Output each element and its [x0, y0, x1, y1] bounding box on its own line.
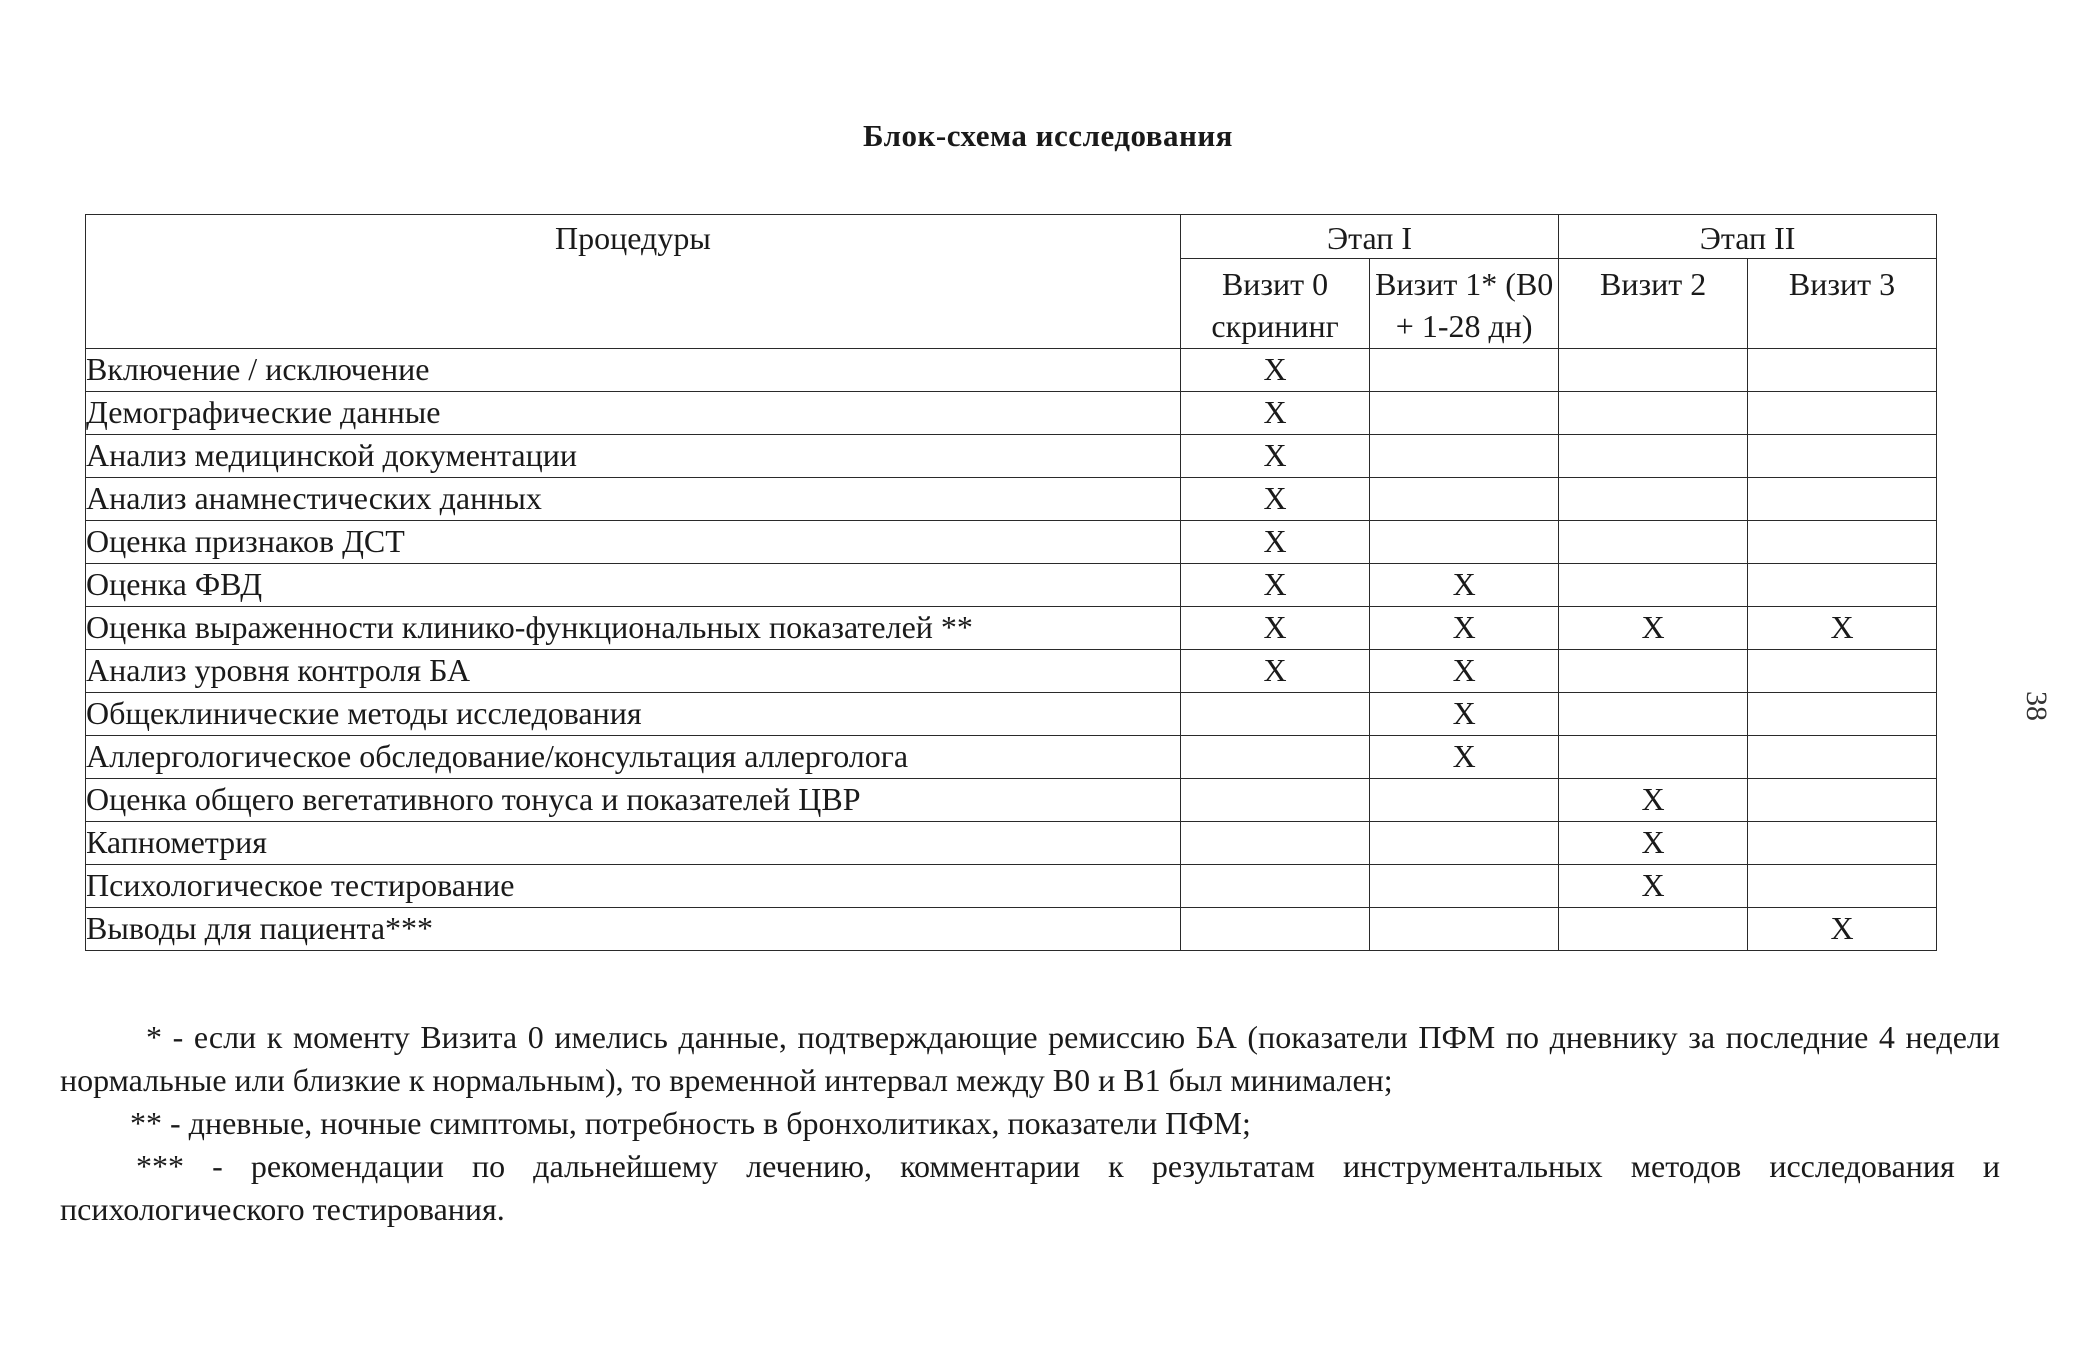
- visit-0-mark: X: [1180, 391, 1369, 434]
- visit-1-mark: [1370, 778, 1559, 821]
- table-row: [86, 649, 1937, 692]
- footnote-2: ** - дневные, ночные симптомы, потребность в бронхолитиках, показатели ПФМ;: [130, 1105, 1251, 1141]
- visit-0-mark: [1180, 778, 1369, 821]
- visit-0-header: [1180, 259, 1369, 348]
- table-row: [86, 348, 1937, 391]
- visit-0-label: Визит 0 скрининг: [1211, 266, 1339, 345]
- visit-1-mark: X: [1370, 649, 1559, 692]
- visit-3-mark: [1748, 821, 1937, 864]
- visit-0-mark: X: [1180, 649, 1369, 692]
- visit-1-mark: X: [1370, 606, 1559, 649]
- visit-2-mark: [1559, 391, 1748, 434]
- visit-3-mark: [1748, 735, 1937, 778]
- visit-0-mark: [1180, 864, 1369, 907]
- visit-2-mark: [1559, 692, 1748, 735]
- procedure-cell: Психологическое тестирование: [86, 864, 1181, 907]
- footnotes: [60, 1016, 2000, 1231]
- footnote-1: * - если к моменту Визита 0 имелись данные, подтверждающие ремиссию БА (показатели ПФМ по дневнику за последние 4 недели нормальные или близкие к нормальным), то временной интервал между В0 и В1 был минимален;: [60, 1019, 2000, 1098]
- procedure-cell: Анализ медицинской документации: [86, 434, 1181, 477]
- visit-3-mark: [1748, 864, 1937, 907]
- visit-1-mark: X: [1370, 735, 1559, 778]
- visit-2-mark: [1559, 649, 1748, 692]
- visit-1-mark: [1370, 520, 1559, 563]
- visit-1-mark: [1370, 348, 1559, 391]
- visit-3-mark: [1748, 649, 1937, 692]
- procedure-cell: Оценка признаков ДСТ: [86, 520, 1181, 563]
- table-header: [86, 215, 1937, 349]
- visit-2-mark: X: [1559, 821, 1748, 864]
- visit-0-mark: X: [1180, 434, 1369, 477]
- document-title: Блок-схема исследования: [863, 118, 1233, 153]
- visit-3-header: [1748, 259, 1937, 348]
- table-body: [86, 348, 1937, 950]
- visit-3-mark: X: [1748, 606, 1937, 649]
- visit-1-mark: [1370, 864, 1559, 907]
- visit-1-label: Визит 1* (В0 + 1-28 дн): [1375, 266, 1554, 345]
- visit-2-mark: [1559, 434, 1748, 477]
- visit-3-mark: [1748, 692, 1937, 735]
- table-row: [86, 907, 1937, 950]
- visit-3-mark: [1748, 348, 1937, 391]
- visit-3-mark: [1748, 520, 1937, 563]
- table-row: [86, 477, 1937, 520]
- visit-2-mark: X: [1559, 864, 1748, 907]
- visit-2-label: Визит 2: [1599, 266, 1707, 303]
- visit-3-mark: [1748, 391, 1937, 434]
- visit-2-mark: [1559, 735, 1748, 778]
- procedure-cell: Оценка выраженности клинико-функциональных показателей **: [86, 606, 1181, 649]
- procedure-cell: Выводы для пациента***: [86, 907, 1181, 950]
- visit-3-mark: X: [1748, 907, 1937, 950]
- visit-1-mark: X: [1370, 563, 1559, 606]
- table-row: [86, 563, 1937, 606]
- visit-0-mark: X: [1180, 348, 1369, 391]
- table-row: [86, 778, 1937, 821]
- visit-0-mark: [1180, 821, 1369, 864]
- visit-3-mark: [1748, 563, 1937, 606]
- table-row: [86, 821, 1937, 864]
- study-flowchart-table: [85, 214, 1937, 951]
- procedure-cell: Оценка общего вегетативного тонуса и показателей ЦВР: [86, 778, 1181, 821]
- visit-1-mark: [1370, 434, 1559, 477]
- procedure-cell: Анализ анамнестических данных: [86, 477, 1181, 520]
- visit-0-mark: [1180, 907, 1369, 950]
- visit-0-mark: X: [1180, 477, 1369, 520]
- visit-0-mark: X: [1180, 563, 1369, 606]
- visit-0-mark: X: [1180, 606, 1369, 649]
- table-row: [86, 606, 1937, 649]
- visit-3-mark: [1748, 477, 1937, 520]
- visit-2-mark: X: [1559, 606, 1748, 649]
- procedure-cell: Общеклинические методы исследования: [86, 692, 1181, 735]
- procedure-cell: Капнометрия: [86, 821, 1181, 864]
- procedure-cell: Анализ уровня контроля БА: [86, 649, 1181, 692]
- visit-2-mark: [1559, 477, 1748, 520]
- table-row: [86, 434, 1937, 477]
- table-row: [86, 391, 1937, 434]
- stage-2-header: Этап II: [1559, 215, 1937, 259]
- visit-1-mark: X: [1370, 692, 1559, 735]
- visit-2-mark: [1559, 563, 1748, 606]
- procedure-cell: Аллергологическое обследование/консультация аллерголога: [86, 735, 1181, 778]
- visit-2-mark: X: [1559, 778, 1748, 821]
- table-row: [86, 692, 1937, 735]
- stage-1-header: Этап I: [1180, 215, 1558, 259]
- visit-1-mark: [1370, 477, 1559, 520]
- page-number: 38: [2020, 691, 2053, 721]
- table-row: [86, 735, 1937, 778]
- procedures-column-header: Процедуры: [86, 215, 1181, 349]
- visit-2-header: [1559, 259, 1748, 348]
- visit-2-mark: [1559, 348, 1748, 391]
- visit-3-mark: [1748, 434, 1937, 477]
- table-row: [86, 864, 1937, 907]
- table-row: [86, 520, 1937, 563]
- procedure-cell: Включение / исключение: [86, 348, 1181, 391]
- header-row-stages: [86, 215, 1937, 259]
- visit-3-label: Визит 3: [1788, 266, 1896, 303]
- visit-0-mark: [1180, 735, 1369, 778]
- visit-1-header: [1370, 259, 1559, 348]
- visit-1-mark: [1370, 821, 1559, 864]
- footnote-3: *** - рекомендации по дальнейшему лечению, комментарии к результатам инструментальных методов исследования и психологического тестирования.: [60, 1148, 2000, 1227]
- visit-3-mark: [1748, 778, 1937, 821]
- visit-0-mark: X: [1180, 520, 1369, 563]
- procedure-cell: Демографические данные: [86, 391, 1181, 434]
- visit-2-mark: [1559, 520, 1748, 563]
- visit-1-mark: [1370, 391, 1559, 434]
- visit-0-mark: [1180, 692, 1369, 735]
- visit-2-mark: [1559, 907, 1748, 950]
- visit-1-mark: [1370, 907, 1559, 950]
- procedure-cell: Оценка ФВД: [86, 563, 1181, 606]
